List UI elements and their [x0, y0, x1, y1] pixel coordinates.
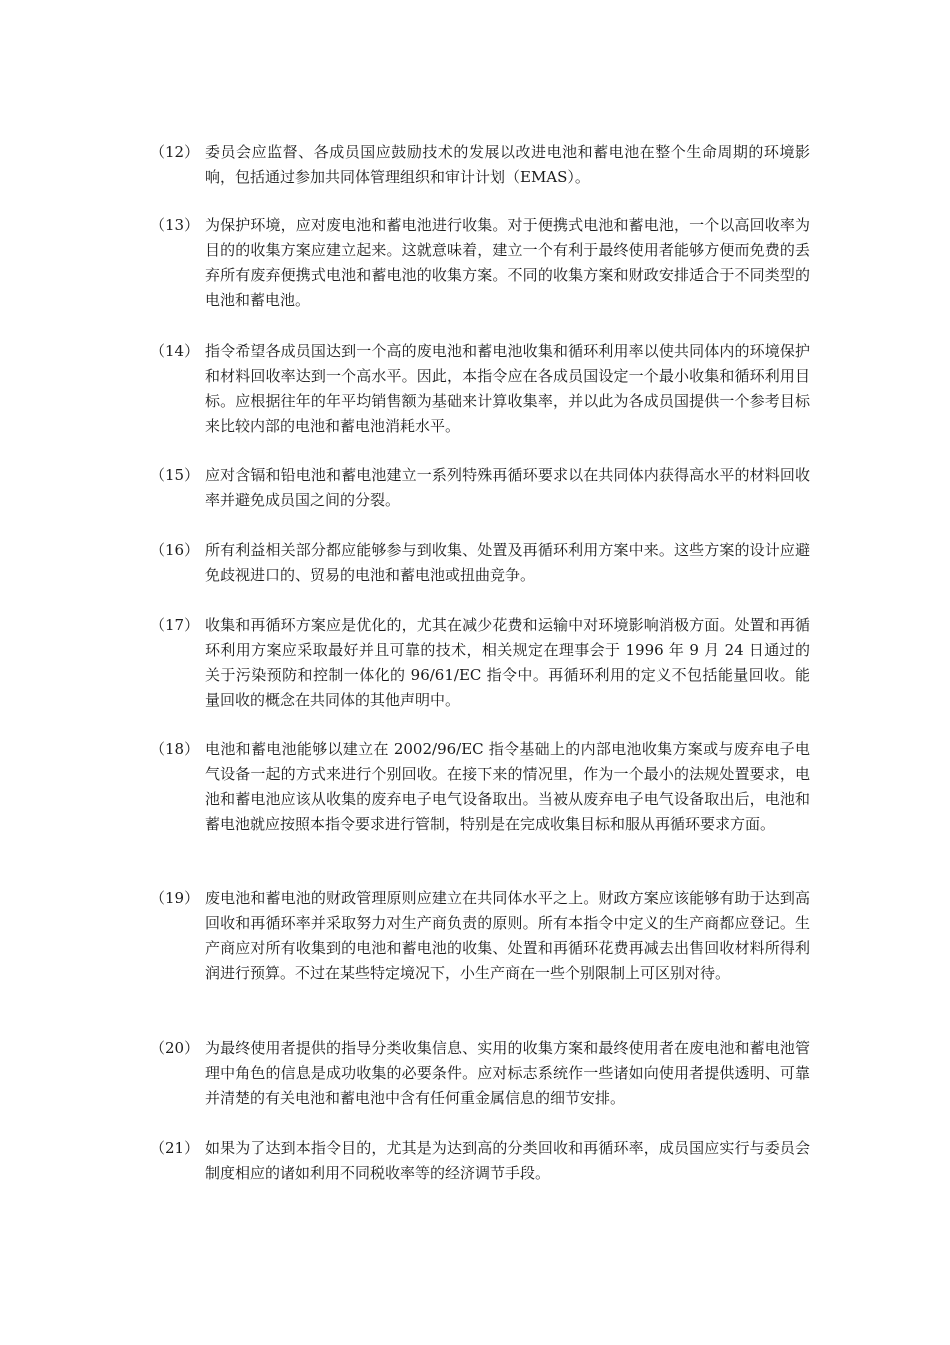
- paragraph-text: 应对含镉和铅电池和蓄电池建立一系列特殊再循环要求以在共同体内获得高水平的材料回收率并避免成员国之间的分裂。: [205, 466, 810, 509]
- paragraph-text: 为最终使用者提供的指导分类收集信息、实用的收集方案和最终使用者在废电池和蓄电池管理中角色的信息是成功收集的必要条件。应对标志系统作一些诸如向使用者提供透明、可靠并清楚的有关电池和蓄电池中含有任何重金属信息的细节安排。: [205, 1039, 810, 1107]
- paragraph-text: 委员会应监督、各成员国应鼓励技术的发展以改进电池和蓄电池在整个生命周期的环境影响，包括通过参加共同体管理组织和审计计划（EMAS）。: [205, 143, 810, 186]
- paragraph-17: [150, 613, 810, 713]
- paragraph-number: （15）: [150, 466, 200, 484]
- paragraph-text: 电池和蓄电池能够以建立在 2002/96/EC 指令基础上的内部电池收集方案或与废弃电子电气设备一起的方式来进行个别回收。在接下来的情况里，作为一个最小的法规处置要求，电池和蓄电池应该从收集的废弃电子电气设备取出。当被从废弃电子电气设备取出后，电池和蓄电池就应按照本指令要求进行管制，特别是在完成收集目标和服从再循环要求方面。: [205, 740, 810, 833]
- paragraph-text: 收集和再循环方案应是优化的，尤其在减少花费和运输中对环境影响消极方面。处置和再循环利用方案应采取最好并且可靠的技术，相关规定在理事会于 1996 年 9 月 24 日通过的关于污染预防和控制一体化的 96/61/EC 指令中。再循环利用的定义不包括能量回收。能量回收的概念在共同体的其他声明中。: [205, 616, 810, 709]
- paragraph-20: [150, 1036, 810, 1111]
- paragraph-number: （18）: [150, 740, 200, 758]
- paragraph-text: 为保护环境，应对废电池和蓄电池进行收集。对于便携式电池和蓄电池，一个以高回收率为目的的收集方案应建立起来。这就意味着，建立一个有利于最终使用者能够方便而免费的丢弃所有废弃便携式电池和蓄电池的收集方案。不同的收集方案和财政安排适合于不同类型的电池和蓄电池。: [205, 216, 810, 309]
- paragraph-number: （17）: [150, 616, 200, 634]
- paragraph-number: （14）: [150, 342, 200, 360]
- paragraph-text: 所有利益相关部分都应能够参与到收集、处置及再循环利用方案中来。这些方案的设计应避免歧视进口的、贸易的电池和蓄电池或扭曲竞争。: [205, 541, 810, 584]
- paragraph-number: （13）: [150, 216, 200, 234]
- paragraph-number: （19）: [150, 889, 200, 907]
- paragraph-15: [150, 463, 810, 513]
- paragraph-number: （21）: [150, 1139, 200, 1157]
- paragraph-21: [150, 1136, 810, 1186]
- paragraph-text: 指令希望各成员国达到一个高的废电池和蓄电池收集和循环利用率以使共同体内的环境保护和材料回收率达到一个高水平。因此，本指令应在各成员国设定一个最小收集和循环利用目标。应根据往年的年平均销售额为基础来计算收集率，并以此为各成员国提供一个参考目标来比较内部的电池和蓄电池消耗水平。: [205, 342, 810, 435]
- paragraph-18: [150, 737, 810, 837]
- paragraph-number: （20）: [150, 1039, 200, 1057]
- paragraph-text: 废电池和蓄电池的财政管理原则应建立在共同体水平之上。财政方案应该能够有助于达到高回收和再循环率并采取努力对生产商负责的原则。所有本指令中定义的生产商都应登记。生产商应对所有收集到的电池和蓄电池的收集、处置和再循环花费再减去出售回收材料所得利润进行预算。不过在某些特定境况下，小生产商在一些个别限制上可区别对待。: [205, 889, 810, 982]
- paragraph-number: （12）: [150, 143, 200, 161]
- paragraph-12: [150, 140, 810, 190]
- paragraph-13: [150, 213, 810, 313]
- paragraph-19: [150, 886, 810, 986]
- paragraph-number: （16）: [150, 541, 200, 559]
- paragraph-14: [150, 339, 810, 439]
- paragraph-text: 如果为了达到本指令目的，尤其是为达到高的分类回收和再循环率，成员国应实行与委员会制度相应的诸如利用不同税收率等的经济调节手段。: [205, 1139, 810, 1182]
- paragraph-16: [150, 538, 810, 588]
